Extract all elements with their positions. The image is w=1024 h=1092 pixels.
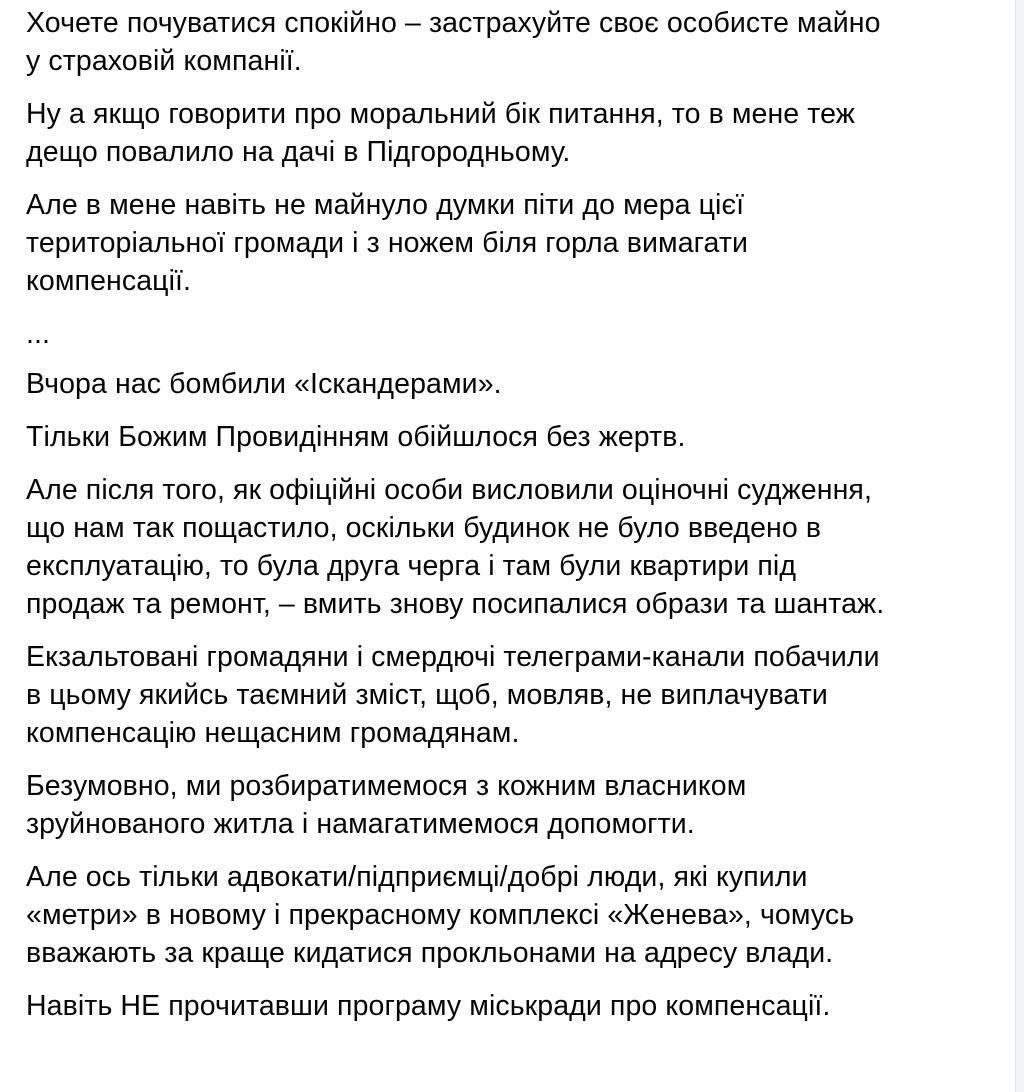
- text-line: Тільки Божим Провидінням обійшлося без жертв.: [26, 421, 686, 453]
- text-line: Хочете почуватися спокійно – застрахуйте своє особисте майно: [26, 7, 881, 39]
- text-line: експлуатацію, то була друга черга і там були квартири під: [26, 550, 797, 582]
- text-line: вважають за краще кидатися прокльонами на адресу влади.: [26, 937, 834, 969]
- text-line: продаж та ремонт, – вмить знову посипалися образи та шантаж.: [26, 588, 885, 620]
- paragraph-1: [26, 4, 986, 80]
- text-line: Навіть НЕ прочитавши програму міськради про компенсації.: [26, 990, 831, 1022]
- paragraph-7: [26, 471, 986, 623]
- text-line: «метри» в новому і прекрасному комплексі «Женева», чомусь: [26, 899, 855, 931]
- paragraph-6: [26, 418, 986, 456]
- paragraph-5: [26, 365, 986, 403]
- paragraph-ellipsis: [26, 315, 986, 353]
- text-line: Вчора нас бомбили «Іскандерами».: [26, 368, 502, 400]
- text-line: Але в мене навіть не майнуло думки піти до мера цієї: [26, 189, 745, 221]
- paragraph-2: [26, 95, 986, 171]
- text-line: зруйнованого житла і намагатимемося допомогти.: [26, 808, 695, 840]
- text-line: територіальної громади і з ножем біля горла вимагати: [26, 227, 749, 259]
- text-line: ...: [26, 318, 51, 350]
- text-line: що нам так пощастило, оскільки будинок не було введено в: [26, 512, 822, 544]
- text-line: компенсацію нещасним громадянам.: [26, 717, 520, 749]
- text-line: в цьому якийсь таємний зміст, щоб, мовляв, не виплачувати: [26, 679, 828, 711]
- text-line: Безумовно, ми розбиратимемося з кожним власником: [26, 770, 747, 802]
- paragraph-8: [26, 638, 986, 752]
- text-line: у страховій компанії.: [26, 45, 302, 77]
- text-line: Екзальтовані громадяни і смердючі телеграми-канали побачили: [26, 641, 880, 673]
- scrollbar-track[interactable]: [1015, 0, 1024, 1092]
- paragraph-10: [26, 858, 986, 972]
- text-line: Ну а якщо говорити про моральний бік питання, то в мене теж: [26, 98, 855, 130]
- text-line: Але ось тільки адвокати/підприємці/добрі люди, які купили: [26, 861, 808, 893]
- paragraph-3: [26, 186, 986, 300]
- paragraph-9: [26, 767, 986, 843]
- text-line: компенсації.: [26, 265, 192, 297]
- text-line: дещо повалило на дачі в Підгородньому.: [26, 136, 571, 168]
- paragraph-11: [26, 987, 986, 1025]
- text-line: Але після того, як офіційні особи висловили оціночні судження,: [26, 474, 872, 506]
